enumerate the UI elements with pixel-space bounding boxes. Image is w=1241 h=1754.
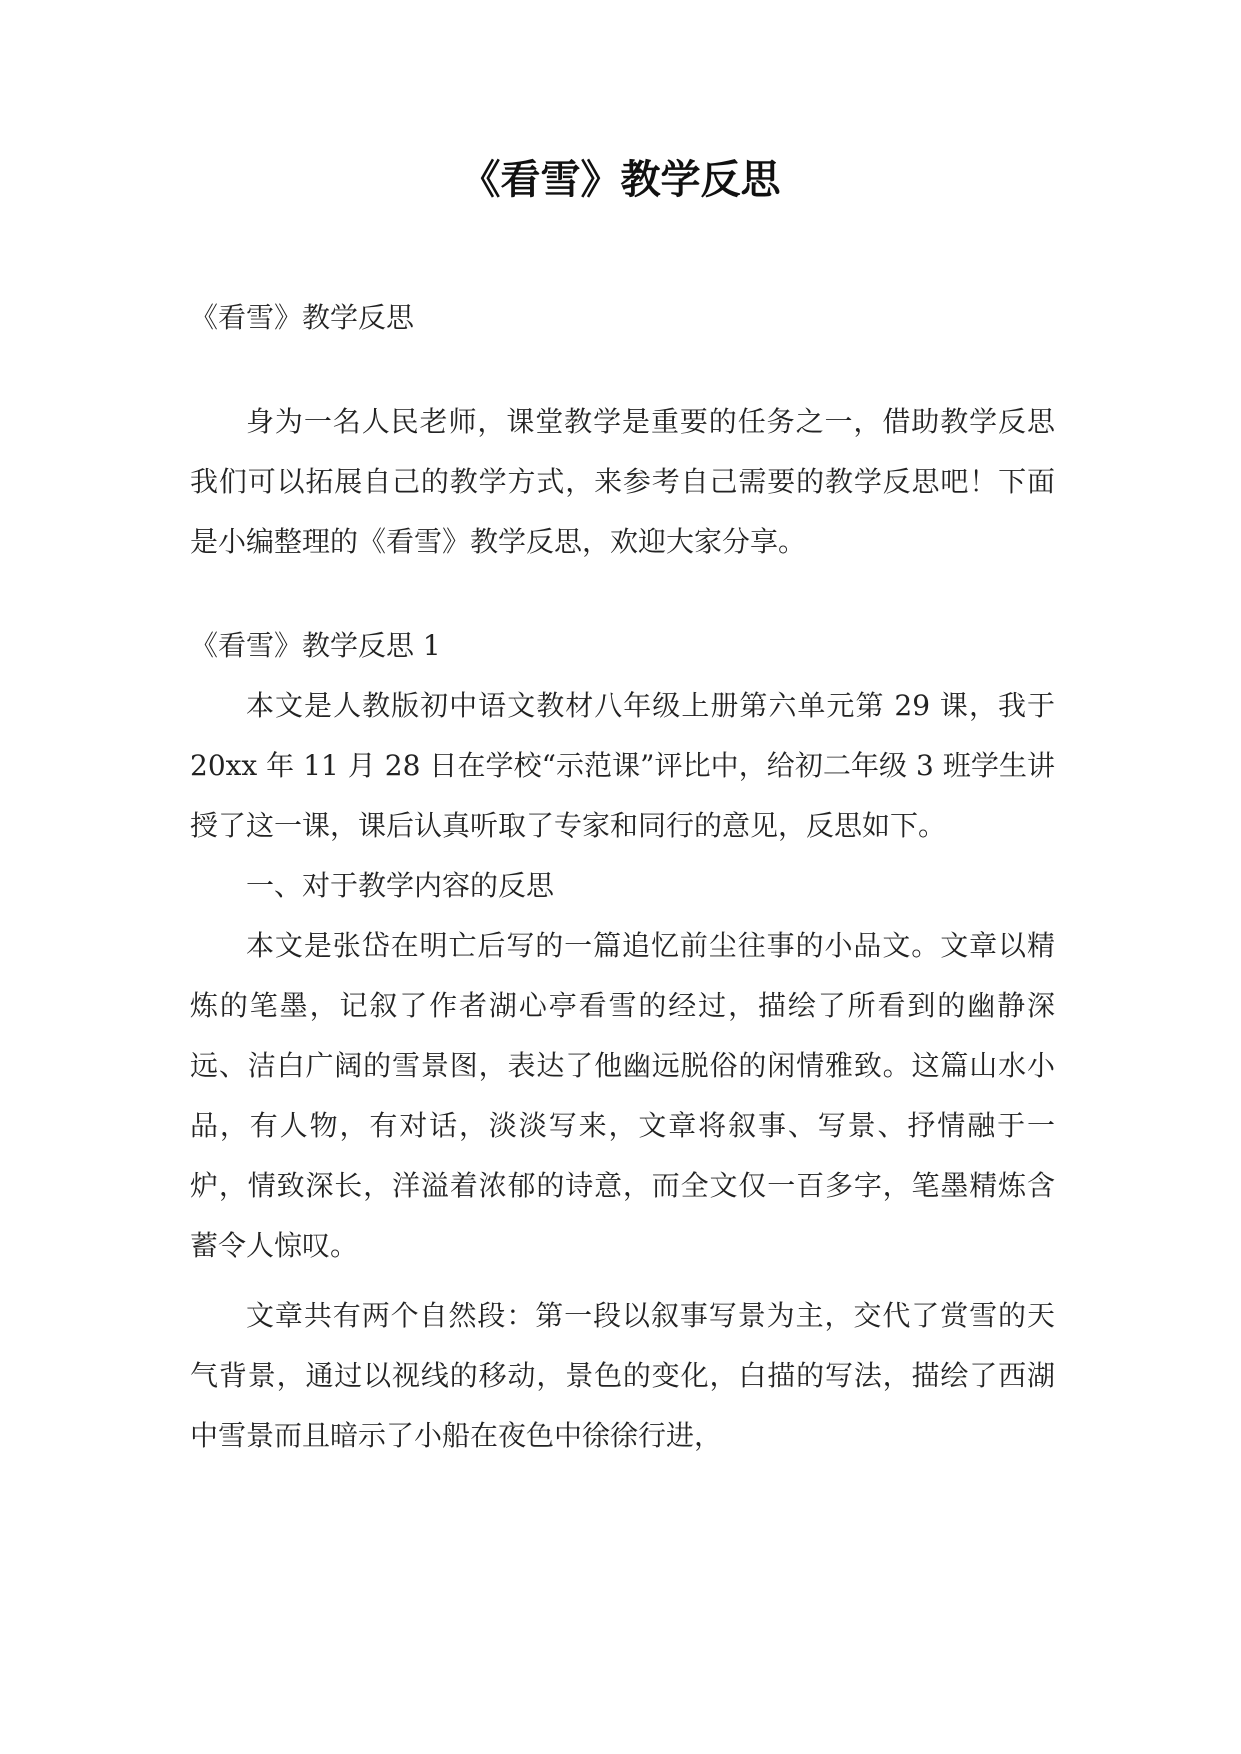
document-body: [190, 288, 1055, 1466]
sub-heading: 一、对于教学内容的反思: [246, 869, 555, 902]
intro-paragraph: 身为一名人民老师，课堂教学是重要的任务之一，借助教学反思我们可以拓展自己的教学方式，来参考自己需要的教学反思吧！下面是小编整理的《看雪》教学反思，欢迎大家分享。: [190, 405, 1055, 558]
body-paragraph-3: 文章共有两个自然段：第一段以叙事写景为主，交代了赏雪的天气背景，通过以视线的移动，景色的变化，白描的写法，描绘了西湖中雪景而且暗示了小船在夜色中徐徐行进，: [190, 1299, 1055, 1452]
document-title: 《看雪》教学反思: [460, 157, 781, 203]
body-paragraph-2: 本文是张岱在明亡后写的一篇追忆前尘往事的小品文。文章以精炼的笔墨，记叙了作者湖心亭看雪的经过，描绘了所看到的幽静深远、洁白广阔的雪景图，表达了他幽远脱俗的闲情雅致。这篇山水小品，有人物，有对话，淡淡写来，文章将叙事、写景、抒情融于一炉，情致深长，洋溢着浓郁的诗意，而全文仅一百多字，笔墨精炼含蓄令人惊叹。: [190, 929, 1055, 1262]
document-subtitle: 《看雪》教学反思: [190, 301, 415, 334]
section-heading: 《看雪》教学反思 1: [190, 629, 441, 662]
body-paragraph-1: 本文是人教版初中语文教材八年级上册第六单元第 29 课，我于 20xx 年 11 月 28 日在学校“示范课”评比中，给初二年级 3 班学生讲授了这一课，课后认真听取了专家和同行的意见，反思如下。: [190, 689, 1055, 842]
